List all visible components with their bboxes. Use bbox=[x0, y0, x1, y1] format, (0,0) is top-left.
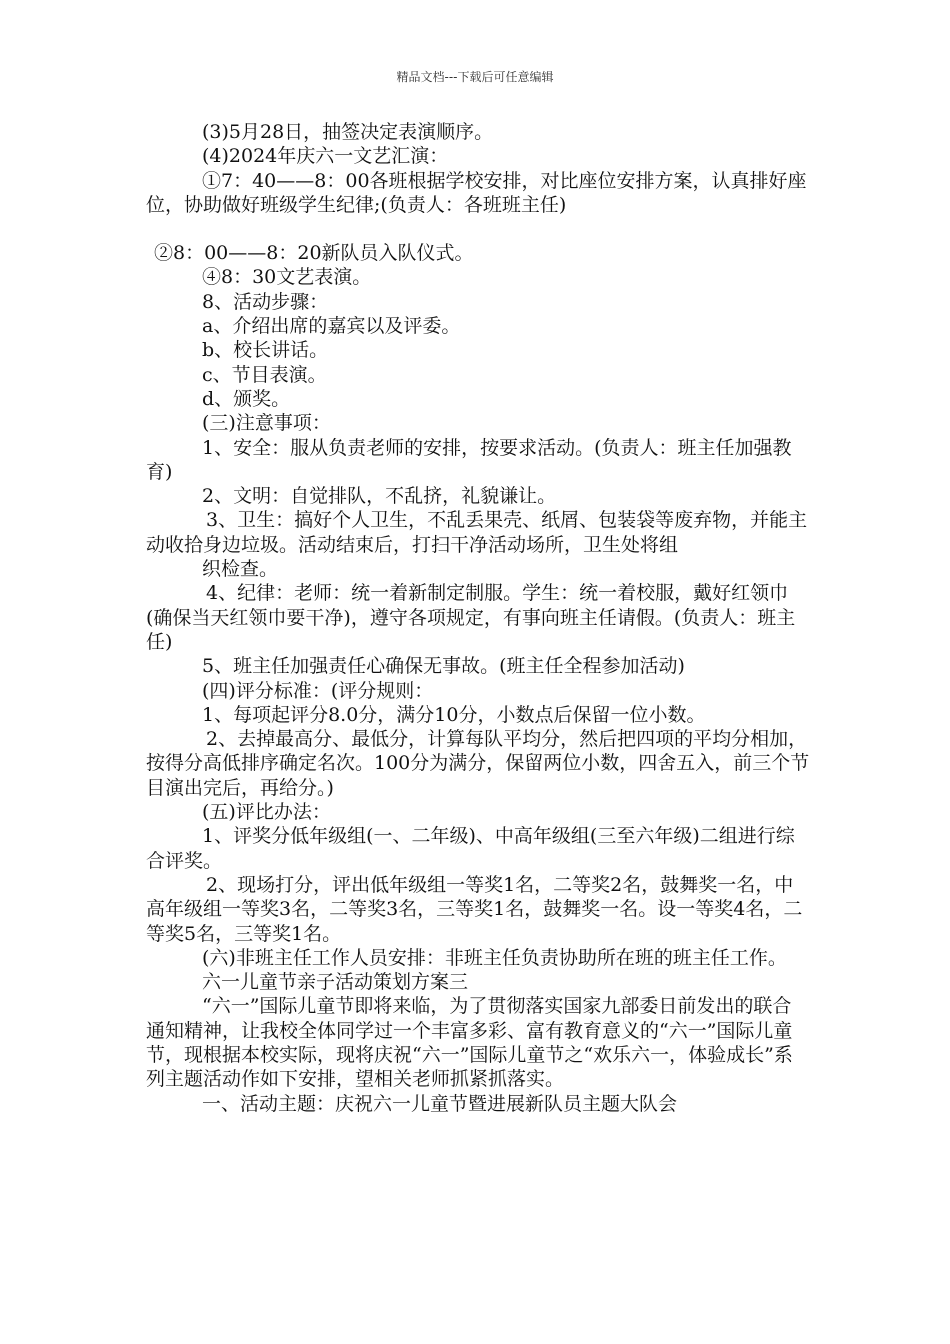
section-heading: (五)评比办法： bbox=[202, 801, 331, 824]
paragraph: ①7：40——8：00各班根据学校安排，对比座位安排方案，认真排好座位，协助做好班级学生纪律;(负责人：各班班主任) bbox=[146, 169, 807, 216]
paragraph: 2、去掉最高分、最低分，计算每队平均分，然后把四项的平均分相加，按得分高低排序确定名次。100分为满分，保留两位小数，四舍五入，前三个节目演出完后，再给分。) bbox=[146, 728, 810, 799]
paragraph: “六一”国际儿童节即将来临，为了贯彻落实国家九部委日前发出的联合通知精神，让我校全体同学过一个丰富多彩、富有教育意义的“六一”国际儿童节，现根据本校实际，现将庆祝“六一”国际儿童节之“欢乐六一，体验成长”系列主题活动作如下安排，望相关老师抓紧抓落实。 bbox=[146, 995, 793, 1091]
paragraph: ④8：30文艺表演。 bbox=[202, 266, 372, 289]
paragraph: 2、现场打分，评出低年级组一等奖1名，二等奖2名，鼓舞奖一名，中高年级组一等奖3名，二等奖3名，三等奖1名，鼓舞奖一名。设一等奖4名，二等奖5名，三等奖1名。 bbox=[146, 873, 803, 945]
section-heading: (六)非班主任工作人员安排：非班主任负责协助所在班的班主任工作。 bbox=[202, 946, 787, 969]
paragraph: 8、活动步骤： bbox=[202, 290, 329, 313]
paragraph: 织检查。 bbox=[202, 558, 279, 581]
paragraph: 5、班主任加强责任心确保无事故。(班主任全程参加活动) bbox=[202, 655, 685, 678]
document-title: 六一儿童节亲子活动策划方案三 bbox=[202, 971, 469, 994]
paragraph: c、节目表演。 bbox=[202, 363, 327, 386]
paragraph: a、介绍出席的嘉宾以及评委。 bbox=[202, 315, 461, 338]
paragraph: ②8：00——8：20新队员入队仪式。 bbox=[154, 242, 474, 265]
paragraph: 2、文明：自觉排队，不乱挤，礼貌谦让。 bbox=[202, 485, 557, 508]
section-heading: (四)评分标准：(评分规则： bbox=[202, 679, 434, 702]
paragraph: 4、纪律：老师：统一着新制定制服。学生：统一着校服，戴好红领巾(确保当天红领巾要干净)，遵守各项规定，有事向班主任请假。(负责人：班主任) bbox=[146, 582, 796, 653]
section-heading: (三)注意事项： bbox=[202, 412, 331, 435]
paragraph: 3、卫生：搞好个人卫生，不乱丢果壳、纸屑、包装袋等废弃物，并能主动收拾身边垃圾。活动结束后，打扫干净活动场所，卫生处将组 bbox=[146, 509, 808, 556]
paragraph: 1、每项起评分8.0分，满分10分，小数点后保留一位小数。 bbox=[202, 703, 706, 726]
paragraph: 1、安全：服从负责老师的安排，按要求活动。(负责人：班主任加强教育) bbox=[146, 436, 792, 483]
blank-line bbox=[146, 217, 810, 241]
paragraph: 1、评奖分低年级组(一、二年级)、中高年级组(三至六年级)二组进行综合评奖。 bbox=[146, 825, 795, 872]
document-body bbox=[146, 120, 810, 1116]
paragraph: (3)5月28日，抽签决定表演顺序。 bbox=[202, 121, 494, 143]
paragraph: (4)2024年庆六一文艺汇演： bbox=[202, 145, 449, 168]
paragraph: b、校长讲话。 bbox=[202, 339, 329, 362]
page-header: 精品文档---下载后可任意编辑 bbox=[396, 70, 554, 84]
paragraph: d、颁奖。 bbox=[202, 387, 291, 410]
section-heading: 一、活动主题：庆祝六一儿童节暨进展新队员主题大队会 bbox=[202, 1092, 678, 1115]
